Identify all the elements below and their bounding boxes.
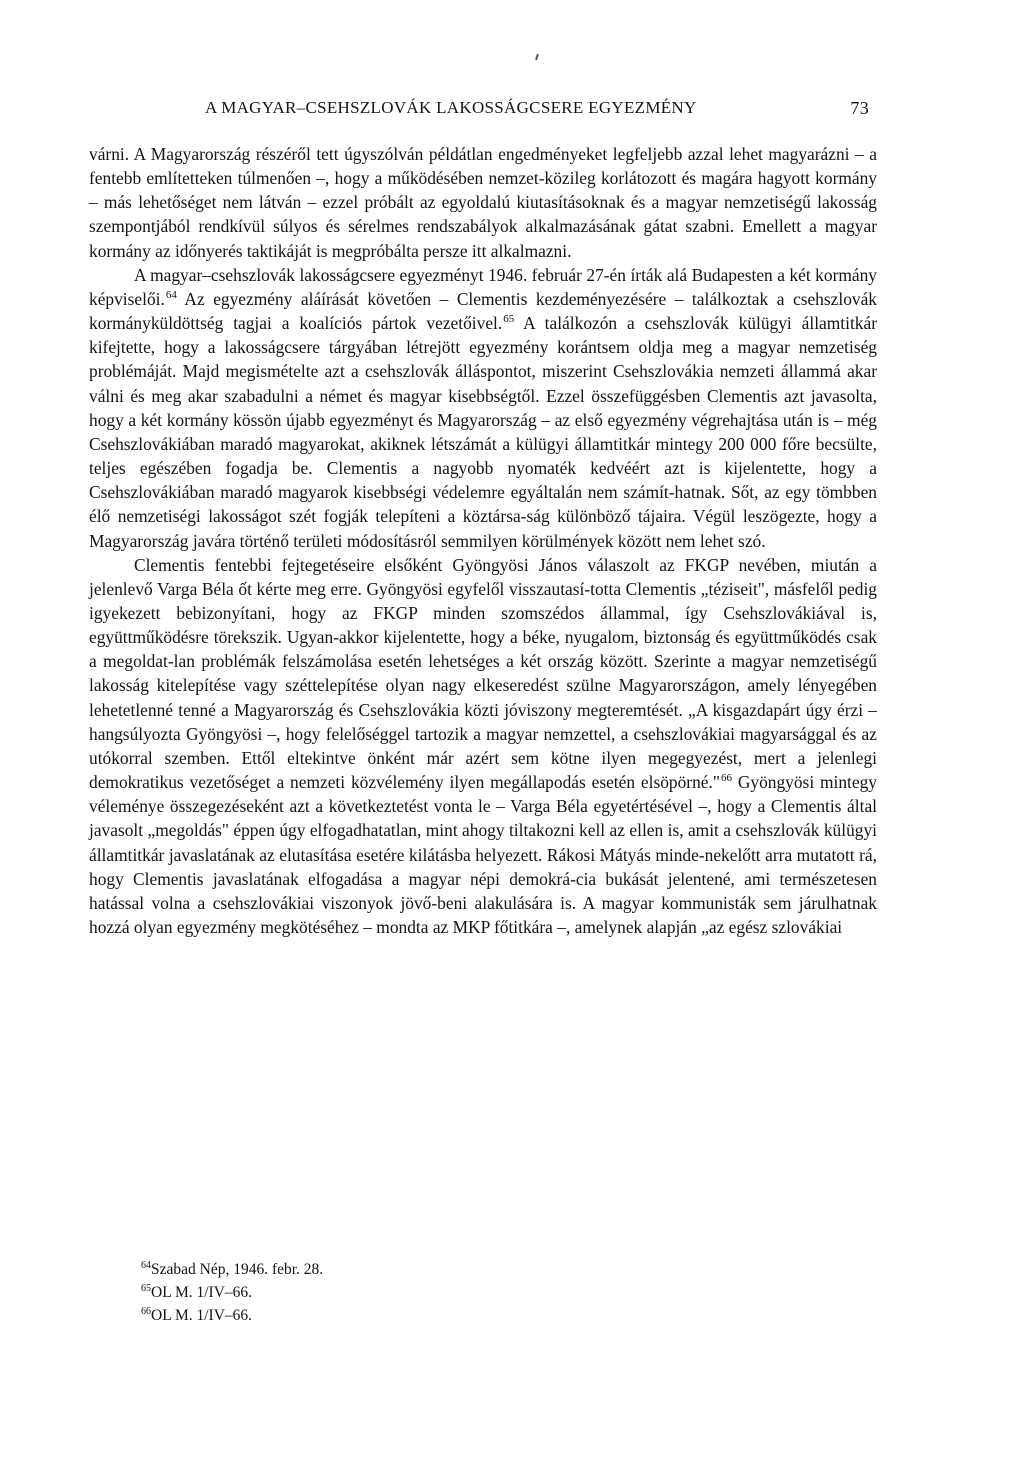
- footnote-text: Szabad Nép, 1946. febr. 28.: [151, 1261, 324, 1278]
- page-number: 73: [850, 98, 869, 118]
- paragraph-1: [89, 142, 877, 263]
- footnote: [141, 1258, 323, 1281]
- paragraph-3-text-b: Gyöngyösi mintegy véleménye összegezéseként azt a következtetést vonta le – Varga Béla egyetértésével –, hogy a Clementis által javasolt „megoldás" éppen úgy elfogadhatatlan, mint ahogy tiltakozni kell az ellen is, amit a csehszlovák külügyi államtitkár javaslatának az elutasítása esetére kilátásba helyezett. Rákosi Mátyás minde-nekelőtt arra mutatott rá, hogy Clementis javaslatának elfogadása a magyar népi demokrá-cia bukását jelentené, ami természetesen hatással volna a csehszlovákiai viszonyok jövő-beni alakulására is. A magyar kommunisták sem járulhatnak hozzá olyan egyezmény megkötéséhez – mondta az MKP főtitkára –, amelynek alapján „az egész szlovákiai: [89, 772, 877, 937]
- paragraph-2-text-a: A magyar–csehszlovák lakosságcsere egyezményt 1946. február 27-én írták alá Budapesten a két kormány képviselői.: [89, 264, 877, 309]
- footnotes: [141, 1258, 323, 1327]
- paragraph-1-text: várni. A Magyarország részéről tett úgyszólván példátlan engedményeket legfeljebb azzal lehet magyarázni – a fentebb említetteken túlmenően –, hogy a működésében nemzet-közileg korlátozott és magára hagyott kormány – más lehetőséget nem látván – ezzel próbált az egyoldalú kiutasításoknak és a magyar nemzetiségű lakosság szempontjából rendkívül súlyos és sérelmes rendszabályok alkalmazásának gátat szabni. Emellett a magyar kormány az időnyerés taktikáját is megpróbálta persze itt alkalmazni.: [89, 144, 877, 261]
- footnote-text: OL M. 1/IV–66.: [151, 1284, 253, 1301]
- paragraph-2-text-c: A találkozón a csehszlovák külügyi államtitkár kifejtette, hogy a lakosságcsere tárgyában létrejött egyezmény korántsem oldja meg a magyar nemzetiség problémáját. Majd megismételte azt a csehszlovák álláspontot, miszerint Csehszlovákia nemzeti állammá akar válni és meg akar szabadulni a német és magyar kisebbségtől. Ezzel összefüggésben Clementis azt javasolta, hogy a két kormány kössön újabb egyezményt és Magyarország – az első egyezmény végrehajtása után is – még Csehszlovákiában maradó magyarokat, akiknek létszámát a külügyi államtitkár mintegy 200 000 főre becsülte, teljes egészében fogadja be. Clementis a nagyobb nyomaték kedvéért azt is kijelentette, hogy a Csehszlovákiában maradó magyarok kisebbségi védelemre egyáltalán nem számít-hatnak. Sőt, az egy tömbben élő nemzetiségi lakosságot szét fogják telepíteni a köztársa-ság különböző tájaira. Végül leszögezte, hogy a Magyarország javára történő területi módosításról semmilyen körülmények között nem lehet szó.: [89, 313, 877, 551]
- footnote-number: 66: [141, 1306, 151, 1317]
- body-text: [89, 142, 877, 939]
- paragraph-3-text-a: Clementis fentebbi fejtegetéseire elsőként Gyöngyösi János válaszolt az FKGP nevében, miután a jelenlevő Varga Béla ốt kérte meg erre. Gyöngyösi egyfelől visszautasí-totta Clementis „téziseit", másfelől pedig igyekezett bebizonyítani, hogy az FKGP minden szomszédos állammal, így Csehszlovákiával is, együttműködésre törekszik. Ugyan-akkor kijelentette, hogy a béke, nyugalom, biztonság és együttműködés csak a megoldat-lan problémák felszámolása esetén lehetséges a két ország között. Szerinte a magyar nemzetiségű lakosság kitelepítése vagy széttelepítése olyan nagy elkeseredést szülne Magyarországon, amely lényegében lehetetlenné tenné a Magyarország és Csehszlovákia közti jóviszony megteremtését. „A kisgazdapárt úgy érzi – hangsúlyozta Gyöngyösi –, hogy felelőséggel tartozik a magyar nemzettel, a csehszlovákiai magyarsággal és az utókorral szemben. Ettől eltekintve önként már azért sem kötne ilyen megegyezést, mert a jelenlegi demokratikus vezetőséget a nemzeti közvélemény ilyen megállapodás esetén elsöpörné.": [89, 554, 877, 793]
- footnote: [141, 1281, 323, 1304]
- paragraph-2-text-b: Az egyezmény aláírását követően – Clementis kezdeményezésére – találkoztak a csehszlovák kormányküldöttség tagjai a koalíciós pártok vezetőivel.: [89, 288, 877, 334]
- header-title: A MAGYAR–CSEHSZLOVÁK LAKOSSÁGCSERE EGYEZMÉNY: [205, 98, 697, 117]
- footnote: [141, 1304, 323, 1327]
- footnote-number: 65: [141, 1283, 151, 1294]
- paragraph-2: [89, 263, 877, 553]
- footnote-ref-64: 64: [165, 288, 177, 301]
- footnote-ref-66: 66: [720, 772, 732, 785]
- running-header: [205, 98, 875, 124]
- paragraph-3: [89, 553, 877, 940]
- footnote-number: 64: [141, 1260, 151, 1271]
- scan-speck: [535, 54, 539, 60]
- footnote-text: OL M. 1/IV–66.: [151, 1307, 253, 1324]
- footnote-ref-65: 65: [503, 313, 515, 326]
